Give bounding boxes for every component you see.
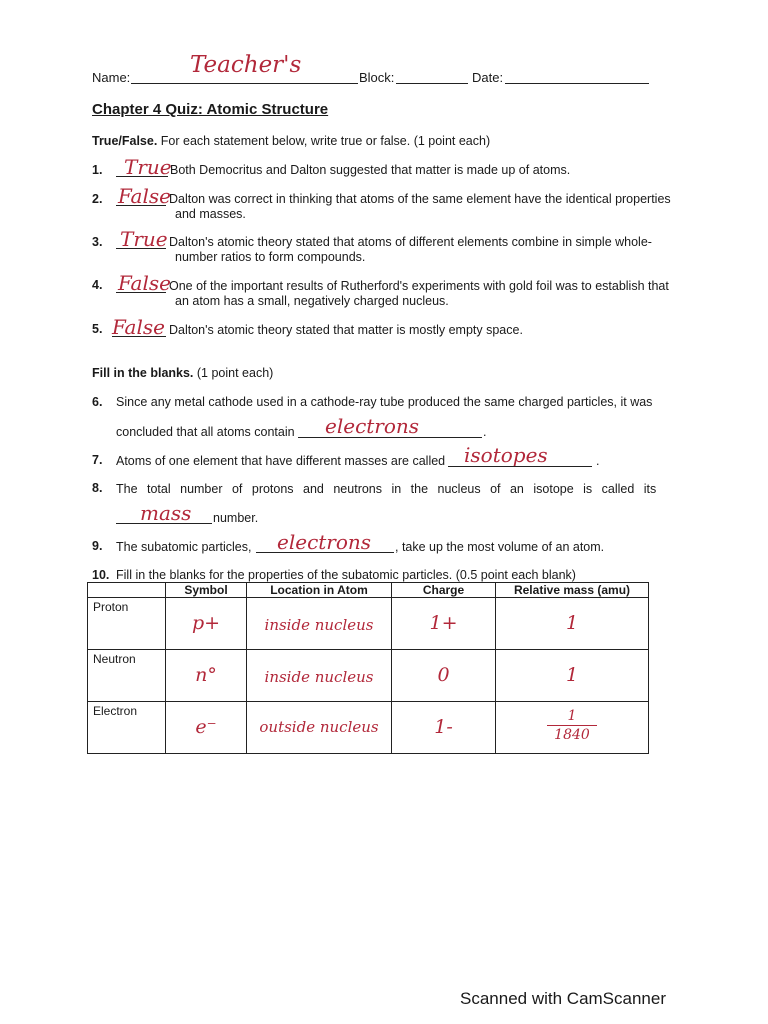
name-value: Teacher's xyxy=(190,52,302,78)
block-label: Block: xyxy=(359,70,395,85)
table-header-blank xyxy=(88,583,166,598)
tf-item-2-answer: False xyxy=(118,184,171,208)
fib-q6-num: 6. xyxy=(92,395,103,409)
fib-q7-num: 7. xyxy=(92,453,103,467)
table-cell-charge xyxy=(392,598,496,650)
tf-item-1-text: Both Democritus and Dalton suggested that matter is made up of atoms. xyxy=(170,163,571,177)
tf-item-3-text: Dalton's atomic theory stated that atoms of different elements combine in simple whole- xyxy=(169,235,652,249)
subatomic-particles-table xyxy=(87,582,649,754)
fib-q7-answer: isotopes xyxy=(464,443,548,467)
table-row xyxy=(88,598,649,650)
charge-answer: 1- xyxy=(434,716,453,738)
fib-q9-before: The subatomic particles, xyxy=(116,540,252,554)
block-underline xyxy=(396,83,468,84)
symbol-answer: n° xyxy=(195,664,217,686)
fib-q8-num: 8. xyxy=(92,481,103,495)
fib-q9-answer: electrons xyxy=(277,530,372,554)
table-cell-charge xyxy=(392,650,496,702)
tf-item-5-text: Dalton's atomic theory stated that matter is mostly empty space. xyxy=(169,323,523,337)
table-cell-mass xyxy=(496,598,649,650)
location-answer: inside nucleus xyxy=(264,668,374,686)
mass-fraction xyxy=(496,708,648,743)
fib-q7-text: Atoms of one element that have different masses are called xyxy=(116,454,446,468)
table-header-charge: Charge xyxy=(392,583,496,598)
table-header-row xyxy=(88,583,649,598)
fib-q7-after: . xyxy=(596,454,600,468)
charge-answer: 1+ xyxy=(429,612,458,634)
location-answer: outside nucleus xyxy=(259,718,379,736)
fib-q6-line2: concluded that all atoms contain xyxy=(116,425,295,439)
page-title: Chapter 4 Quiz: Atomic Structure xyxy=(92,101,329,118)
tf-item-1-answer: True xyxy=(124,155,172,179)
fib-q9-after: , take up the most volume of an atom. xyxy=(395,540,605,554)
tf-item-4-text-cont: an atom has a small, negatively charged nucleus. xyxy=(175,294,449,308)
symbol-answer: e⁻ xyxy=(195,716,217,738)
table-cell-symbol xyxy=(166,598,247,650)
date-underline xyxy=(505,83,649,84)
table-header-symbol: Symbol xyxy=(166,583,247,598)
particle-label: Electron xyxy=(93,704,138,718)
table-cell-location xyxy=(247,650,392,702)
symbol-answer: p+ xyxy=(191,612,221,634)
fib-heading-bold: Fill in the blanks. xyxy=(92,366,194,380)
tf-item-5-num: 5. xyxy=(92,322,103,336)
table-cell-mass xyxy=(496,702,649,754)
tf-item-5-answer: False xyxy=(112,315,165,339)
table-header-mass: Relative mass (amu) xyxy=(496,583,649,598)
fib-q6-answer: electrons xyxy=(325,414,420,438)
location-answer: inside nucleus xyxy=(264,616,374,634)
fib-q6-after: . xyxy=(483,425,487,439)
table-row xyxy=(88,650,649,702)
date-label: Date: xyxy=(472,70,504,85)
particle-label: Neutron xyxy=(93,652,136,666)
tf-item-3-text-cont: number ratios to form compounds. xyxy=(175,250,366,264)
tf-item-3-num: 3. xyxy=(92,235,103,249)
fib-q8-line1: The total number of protons and neutrons in the nucleus of an isotope is called its xyxy=(116,482,657,496)
table-cell-location xyxy=(247,702,392,754)
fib-q8-answer: mass xyxy=(140,501,192,525)
mass-answer: 1 xyxy=(565,612,579,634)
table-cell-particle xyxy=(88,598,166,650)
table-cell-particle xyxy=(88,650,166,702)
fraction-bar xyxy=(547,725,597,726)
mass-numerator: 1 xyxy=(567,708,577,724)
fib-q10-text: Fill in the blanks for the properties of the subatomic particles. (0.5 point each blank) xyxy=(116,568,576,582)
name-underline xyxy=(131,83,358,84)
table-cell-mass xyxy=(496,650,649,702)
fib-q6-line1: Since any metal cathode used in a cathode-ray tube produced the same charged particles, it was xyxy=(116,395,653,409)
tf-heading-rest: For each statement below, write true or false. (1 point each) xyxy=(160,134,491,148)
charge-answer: 0 xyxy=(437,664,450,686)
table-cell-symbol xyxy=(166,650,247,702)
table-cell-charge xyxy=(392,702,496,754)
scanner-watermark: Scanned with CamScanner xyxy=(460,989,667,1008)
table-row xyxy=(88,702,649,754)
tf-item-2-text: Dalton was correct in thinking that atoms of the same element have the identical properties xyxy=(169,192,671,206)
tf-item-2-text-cont: and masses. xyxy=(175,207,246,221)
tf-item-3-answer: True xyxy=(120,227,168,251)
tf-item-4-text: One of the important results of Rutherford's experiments with gold foil was to establish that xyxy=(169,279,669,293)
table-header-location: Location in Atom xyxy=(247,583,392,598)
tf-item-4-answer: False xyxy=(118,271,171,295)
tf-heading xyxy=(92,134,490,149)
mass-denominator: 1840 xyxy=(554,727,590,743)
fib-q10-num: 10. xyxy=(92,568,110,582)
tf-item-4-num: 4. xyxy=(92,278,103,292)
name-label: Name: xyxy=(92,70,131,85)
mass-answer: 1 xyxy=(565,664,579,686)
tf-heading-bold: True/False. xyxy=(92,134,158,148)
table-cell-symbol xyxy=(166,702,247,754)
fib-heading-rest: (1 point each) xyxy=(196,366,274,380)
fib-q8-after: number. xyxy=(213,511,259,525)
tf-item-1-num: 1. xyxy=(92,163,103,177)
fib-q9-num: 9. xyxy=(92,539,103,553)
table-cell-particle xyxy=(88,702,166,754)
table-cell-location xyxy=(247,598,392,650)
fib-heading xyxy=(92,366,273,381)
particle-label: Proton xyxy=(93,600,129,614)
tf-item-2-num: 2. xyxy=(92,192,103,206)
